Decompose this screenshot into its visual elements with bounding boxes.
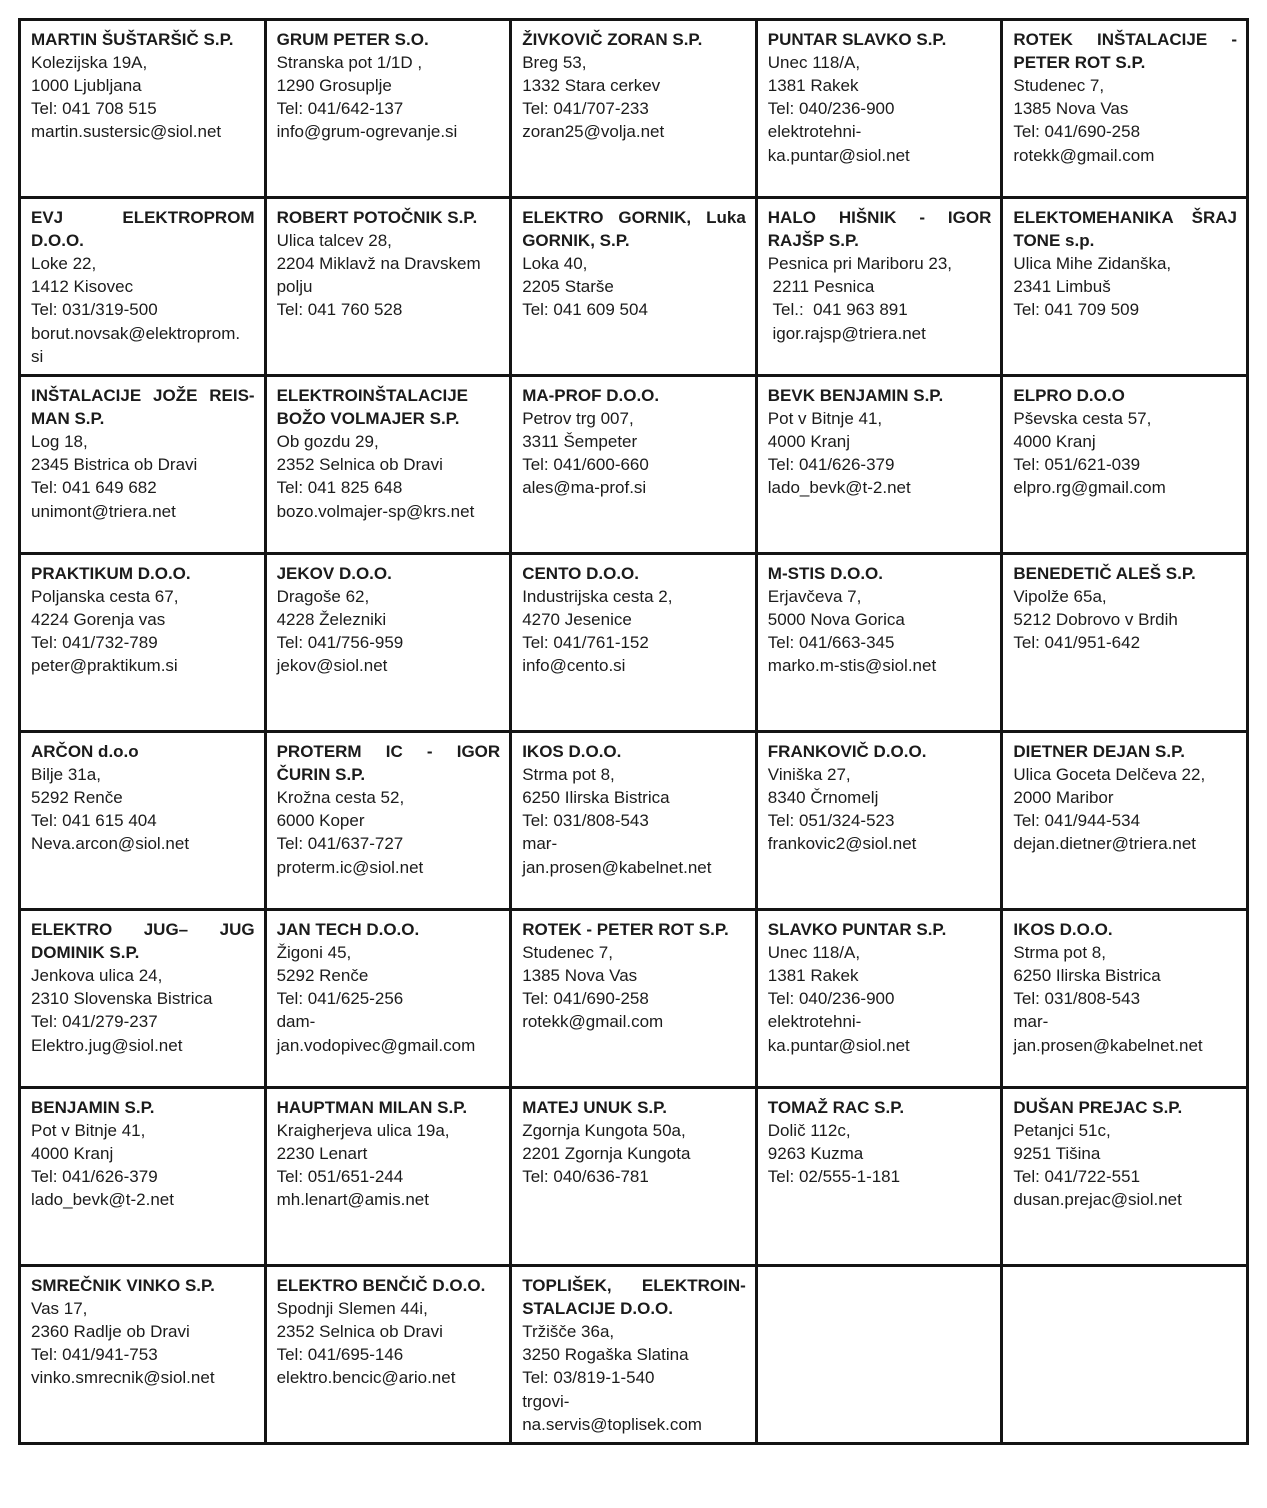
contact-line: Poljanska cesta 67, [31,587,179,607]
contact-line: Pesnica pri Mariboru 23, [767,254,953,274]
contact-line: mar- [1013,1012,1049,1032]
contact-line: 1385 Nova Vas [1013,99,1129,119]
company-name: SLAVKO PUNTAR S.P. [767,920,947,939]
contact-line: Tel: 041 615 404 [31,811,157,831]
company-name: ŽIVKOVIČ ZORAN S.P. [522,30,703,49]
company-name: IKOS D.O.O. [522,742,622,761]
contact-line: 3250 Rogaška Slatina [522,1345,689,1365]
contact-card [1002,910,1248,1088]
contact-line: Vipolže 65a, [1013,587,1107,607]
contact-line: 4224 Gorenja vas [31,610,166,630]
contact-card [1002,376,1248,554]
contact-line: Tel: 041/695-146 [276,1345,404,1365]
contact-card [265,20,511,198]
company-name: BENJAMIN S.P. [31,1098,155,1117]
contact-line: Loka 40, [522,254,588,274]
contact-line: igor.rajsp@triera.net [767,323,926,343]
directory-row [20,1088,1248,1266]
empty-card [756,1266,1002,1444]
contact-card [265,910,511,1088]
directory-row [20,1266,1248,1444]
contact-line: 4000 Kranj [31,1144,114,1164]
contact-line: 1290 Grosuplje [276,76,392,96]
contact-line: dam- [276,1012,316,1032]
contact-line: jekov@siol.net [276,656,388,676]
contact-line: 1412 Kisovec [31,277,134,297]
contact-line: rotekk@gmail.com [522,1012,664,1032]
contact-line: Industrijska cesta 2, [522,587,673,607]
contact-line: 1381 Rakek [767,76,859,96]
company-name: MA-PROF D.O.O. [522,386,660,405]
contact-line: Tel: 041/663-345 [767,633,895,653]
contact-card [1002,20,1248,198]
contact-line: Tel: 041/279-237 [31,1012,158,1032]
company-name: INŠTALACIJE JOŽE REIS-MAN S.P. [31,386,255,429]
contact-line: Elektro.jug@siol.net [31,1035,183,1055]
contact-line: Unec 118/A, [767,53,861,73]
contact-line: Tel: 041/625-256 [276,989,404,1009]
contact-line: 5292 Renče [276,966,369,986]
contact-line: marko.m-stis@siol.net [767,656,937,676]
contact-line: mar- [522,834,558,854]
contact-line: Tel: 041/732-789 [31,633,158,653]
contact-line: elektrotehni- [767,122,862,142]
contact-card [20,910,266,1088]
company-name: HAUPTMAN MILAN S.P. [276,1098,468,1117]
contact-line: Ulica talcev 28, [276,231,392,251]
contact-line: 4228 Železniki [276,610,387,630]
company-name: ARČON d.o.o [31,742,139,761]
contact-line: Ulica Goceta Delčeva 22, [1013,765,1206,785]
contact-line: unimont@triera.net [31,501,176,521]
contact-line: Žigoni 45, [276,943,352,963]
contact-card [756,20,1002,198]
contact-line: Tel: 051/324-523 [767,811,895,831]
contact-line: dejan.dietner@triera.net [1013,834,1197,854]
contact-card [756,198,1002,376]
contact-line: 1000 Ljubljana [31,76,142,96]
contact-line: 5000 Nova Gorica [767,610,905,630]
contact-card [20,554,266,732]
contact-card [511,198,757,376]
company-name: JAN TECH D.O.O. [276,920,420,939]
contact-line: 2345 Bistrica ob Dravi [31,455,198,475]
company-name: DIETNER DEJAN S.P. [1013,742,1185,761]
contact-card [511,376,757,554]
directory-row [20,732,1248,910]
contact-line: borut.novsak@elektroprom. [31,323,241,343]
company-name: PROTERM IC - IGOR ČURIN S.P. [276,742,501,785]
contact-line: 2360 Radlje ob Dravi [31,1322,190,1342]
contact-line: Breg 53, [522,53,587,73]
contact-card [511,554,757,732]
contact-line: 5292 Renče [31,788,123,808]
contact-line: Vas 17, [31,1299,88,1319]
company-name: ROTEK INŠTALACIJE - PETER ROT S.P. [1013,30,1237,73]
contact-line: Tel: 041/941-753 [31,1345,158,1365]
contact-line: Viniška 27, [767,765,851,785]
contact-line: Ob gozdu 29, [276,432,379,452]
contact-line: ales@ma-prof.si [522,478,647,498]
contact-line: Tel: 051/651-244 [276,1167,404,1187]
contact-card [1002,198,1248,376]
contact-card [265,1266,511,1444]
contact-line: Tel: 031/319-500 [31,300,158,320]
contact-card [756,554,1002,732]
contact-line: 3311 Šempeter [522,432,638,452]
company-name: ROTEK - PETER ROT S.P. [522,920,729,939]
contact-line: Tel: 041/600-660 [522,455,649,475]
contact-line: mh.lenart@amis.net [276,1190,429,1210]
contact-line: trgovi- [522,1391,570,1411]
contact-line: Tel: 041/944-534 [1013,811,1141,831]
contact-card [756,1088,1002,1266]
contact-line: 6250 Ilirska Bistrica [522,788,670,808]
contact-line: Zgornja Kungota 50a, [522,1121,686,1141]
contact-line: 2000 Maribor [1013,788,1114,808]
contact-line: na.servis@toplisek.com [522,1414,702,1434]
company-name: BEVK BENJAMIN S.P. [767,386,944,405]
directory-row [20,198,1248,376]
contact-line: lado_bevk@t-2.net [767,478,911,498]
contact-line: Strma pot 8, [1013,943,1106,963]
contact-line: Pot v Bitnje 41, [767,409,883,429]
contact-line: elpro.rg@gmail.com [1013,478,1166,498]
contact-line: Tržišče 36a, [522,1322,615,1342]
contact-line: Kraigherjeva ulica 19a, [276,1121,450,1141]
contact-line: Tel: 041/951-642 [1013,633,1141,653]
directory-row [20,376,1248,554]
company-name: ELPRO D.O.O [1013,386,1125,405]
contact-line: Loke 22, [31,254,97,274]
contact-line: 9263 Kuzma [767,1144,864,1164]
empty-card [1002,1266,1248,1444]
contact-line: Tel: 041/637-727 [276,834,404,854]
contact-card [265,732,511,910]
contact-line: Ulica Mihe Zidanška, [1013,254,1172,274]
contact-line: lado_bevk@t-2.net [31,1190,174,1210]
company-name: GRUM PETER S.O. [276,30,429,49]
company-name: MARTIN ŠUŠTARŠIČ S.P. [31,30,234,49]
contact-card [756,732,1002,910]
directory-row [20,910,1248,1088]
contact-line: si [31,346,44,366]
contact-card [20,732,266,910]
contact-line: Tel: 02/555-1-181 [767,1167,901,1187]
company-name: PUNTAR SLAVKO S.P. [767,30,947,49]
contact-line: jan.prosen@kabelnet.net [1013,1035,1203,1055]
contact-card [511,910,757,1088]
contact-line: 2204 Miklavž na Dravskem polju [276,254,486,297]
contact-line: proterm.ic@siol.net [276,857,424,877]
company-name: JEKOV D.O.O. [276,564,392,583]
contact-line: 4000 Kranj [1013,432,1096,452]
contact-line: Tel: 03/819-1-540 [522,1368,655,1388]
contact-card [1002,1088,1248,1266]
contact-line: Neva.arcon@siol.net [31,834,190,854]
contact-line: Tel: 041 649 682 [31,478,157,498]
contact-card [756,910,1002,1088]
contact-line: jan.vodopivec@gmail.com [276,1035,476,1055]
contact-line: Strma pot 8, [522,765,615,785]
company-name: ELEKTRO JUG– JUG DOMINIK S.P. [31,920,255,963]
company-name: ELEKTRO BENČIČ D.O.O. [276,1276,486,1295]
contact-line: Tel: 041/761-152 [522,633,649,653]
contact-line: 5212 Dobrovo v Brdih [1013,610,1178,630]
contact-line: 4000 Kranj [767,432,851,452]
company-name: ELEKTROINŠTALACIJE BOŽO VOLMAJER S.P. [276,386,469,429]
company-name: BENEDETIČ ALEŠ S.P. [1013,564,1196,583]
contact-line: 2341 Limbuš [1013,277,1111,297]
company-name: IKOS D.O.O. [1013,920,1113,939]
contact-card [511,732,757,910]
contact-card [20,20,266,198]
contact-card [265,1088,511,1266]
company-name: PRAKTIKUM D.O.O. [31,564,191,583]
contact-directory-table [18,18,1249,1445]
contact-line: Dragoše 62, [276,587,370,607]
company-name: EVJ ELEKTROPROM D.O.O. [31,208,255,251]
contact-line: ka.puntar@siol.net [767,145,910,165]
contact-line: Tel: 041 760 528 [276,300,403,320]
contact-line: Tel: 041/690-258 [522,989,649,1009]
company-name: ELEKTOMEHANIKA ŠRAJ TONE s.p. [1013,208,1237,251]
contact-line: 2211 Pesnica [767,277,875,297]
contact-line: Tel: 041/626-379 [31,1167,158,1187]
contact-line: 1332 Stara cerkev [522,76,661,96]
contact-line: Tel: 031/808-543 [1013,989,1141,1009]
company-name: FRANKOVIČ D.O.O. [767,742,927,761]
contact-line: info@grum-ogrevanje.si [276,122,458,142]
contact-line: rotekk@gmail.com [1013,145,1155,165]
directory-row [20,554,1248,732]
contact-line: Tel: 041/707-233 [522,99,649,119]
contact-line: Tel: 040/236-900 [767,989,895,1009]
contact-line: Spodnji Slemen 44i, [276,1299,428,1319]
contact-line: info@cento.si [522,656,626,676]
contact-line: 2205 Starše [522,277,614,297]
company-name: M-STIS D.O.O. [767,564,884,583]
contact-line: 2310 Slovenska Bistrica [31,989,213,1009]
contact-line: Tel: 041 609 504 [522,300,648,320]
contact-line: elektrotehni- [767,1012,862,1032]
contact-line: frankovic2@siol.net [767,834,917,854]
contact-line: 1381 Rakek [767,966,859,986]
contact-card [511,20,757,198]
contact-line: Pševska cesta 57, [1013,409,1152,429]
contact-line: Tel: 031/808-543 [522,811,649,831]
contact-line: Tel: 041/690-258 [1013,122,1141,142]
contact-line: Tel: 041/722-551 [1013,1167,1141,1187]
contact-card [511,1266,757,1444]
directory-body [20,20,1248,1444]
company-name: ROBERT POTOČNIK S.P. [276,208,478,227]
contact-line: Tel: 041 708 515 [31,99,157,119]
contact-line: Studenec 7, [1013,76,1105,96]
contact-line: zoran25@volja.net [522,122,665,142]
contact-line: Dolič 112c, [767,1121,851,1141]
contact-line: 4270 Jesenice [522,610,632,630]
contact-line: Stranska pot 1/1D , [276,53,423,73]
contact-line: Log 18, [31,432,88,452]
company-name: SMREČNIK VINKO S.P. [31,1276,215,1295]
contact-line: peter@praktikum.si [31,656,178,676]
contact-line: ka.puntar@siol.net [767,1035,910,1055]
contact-line: Krožna cesta 52, [276,788,405,808]
company-name: MATEJ UNUK S.P. [522,1098,668,1117]
contact-line: 8340 Črnomelj [767,788,879,808]
company-name: TOPLIŠEK, ELEKTROIN-STALACIJE D.O.O. [522,1276,746,1319]
contact-card [511,1088,757,1266]
company-name: HALO HIŠNIK - IGOR RAJŠP S.P. [767,208,992,251]
company-name: DUŠAN PREJAC S.P. [1013,1098,1183,1117]
contact-card [756,376,1002,554]
contact-card [20,1266,266,1444]
contact-line: vinko.smrecnik@siol.net [31,1368,215,1388]
contact-line: Unec 118/A, [767,943,861,963]
contact-line: 2352 Selnica ob Dravi [276,455,443,475]
contact-line: Petanjci 51c, [1013,1121,1111,1141]
contact-card [265,198,511,376]
contact-line: 1385 Nova Vas [522,966,638,986]
company-name: TOMAŽ RAC S.P. [767,1098,905,1117]
contact-card [20,1088,266,1266]
contact-line: Tel.: 041 963 891 [767,300,908,320]
contact-card [1002,732,1248,910]
contact-card [265,554,511,732]
contact-line: Tel: 041 825 648 [276,478,403,498]
contact-line: bozo.volmajer-sp@krs.net [276,501,475,521]
contact-line: Tel: 051/621-039 [1013,455,1141,475]
contact-line: Tel: 041/642-137 [276,99,404,119]
contact-line: 9251 Tišina [1013,1144,1101,1164]
contact-line: 2201 Zgornja Kungota [522,1144,691,1164]
contact-line: Tel: 040/236-900 [767,99,895,119]
company-name: CENTO D.O.O. [522,564,639,583]
contact-card [1002,554,1248,732]
contact-line: 2230 Lenart [276,1144,368,1164]
contact-line: Tel: 041/626-379 [767,455,895,475]
contact-line: jan.prosen@kabelnet.net [522,857,712,877]
contact-line: Jenkova ulica 24, [31,966,163,986]
contact-line: Petrov trg 007, [522,409,634,429]
contact-line: Bilje 31a, [31,765,101,785]
contact-line: Pot v Bitnje 41, [31,1121,146,1141]
contact-card [265,376,511,554]
contact-card [20,198,266,376]
directory-row [20,20,1248,198]
contact-line: Studenec 7, [522,943,613,963]
contact-line: Tel: 040/636-781 [522,1167,649,1187]
company-name: ELEKTRO GORNIK, Luka GORNIK, S.P. [522,208,746,251]
contact-line: 6000 Koper [276,811,365,831]
contact-line: Tel: 041/756-959 [276,633,404,653]
contact-line: Erjavčeva 7, [767,587,862,607]
contact-line: dusan.prejac@siol.net [1013,1190,1182,1210]
contact-line: martin.sustersic@siol.net [31,122,222,142]
contact-card [20,376,266,554]
contact-line: elektro.bencic@ario.net [276,1368,456,1388]
contact-line: Kolezijska 19A, [31,53,148,73]
contact-line: 6250 Ilirska Bistrica [1013,966,1161,986]
contact-line: Tel: 041 709 509 [1013,300,1140,320]
contact-line: 2352 Selnica ob Dravi [276,1322,443,1342]
